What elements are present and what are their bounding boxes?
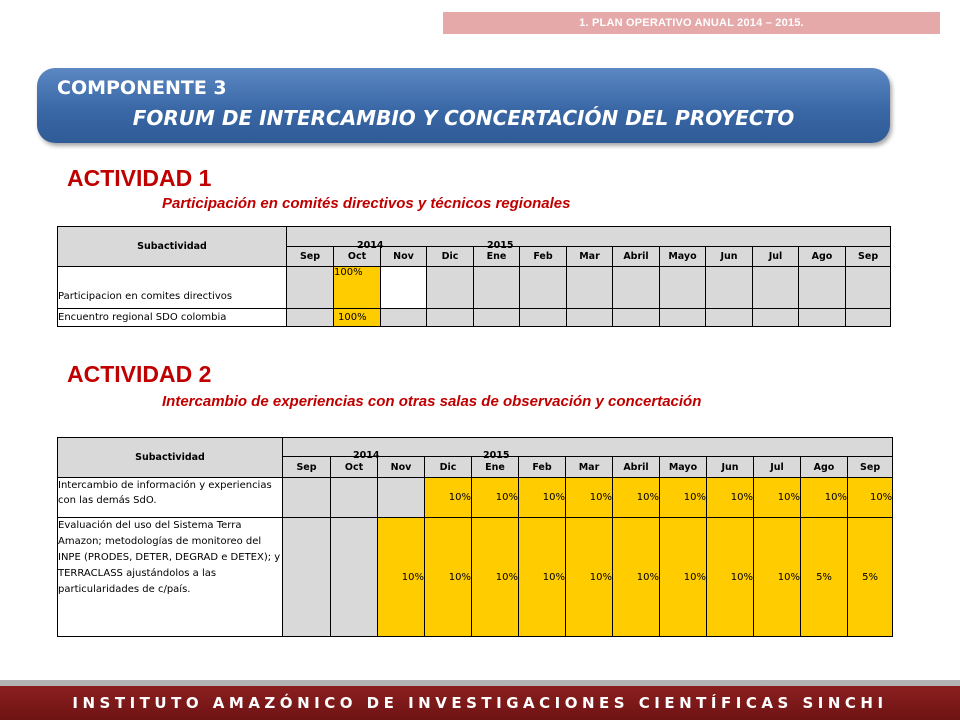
cell: [520, 267, 567, 309]
cell: 10%: [566, 478, 613, 518]
year-2015: 2015: [483, 450, 510, 461]
month-header: Oct: [331, 457, 378, 478]
component-subtitle: FORUM DE INTERCAMBIO Y CONCERTACIÓN DEL PROYECTO: [132, 106, 795, 130]
activity-2-table: [57, 437, 893, 637]
cell: [567, 309, 613, 327]
cell: 100%: [334, 309, 381, 327]
table-row: [58, 518, 893, 637]
cell: [567, 267, 613, 309]
cell: [753, 309, 799, 327]
cell: 10%: [566, 518, 613, 637]
cell: [613, 267, 660, 309]
cell: [706, 267, 753, 309]
month-header: Mar: [567, 247, 613, 267]
month-header: Abril: [613, 457, 660, 478]
cell: [427, 309, 474, 327]
activity-1-subtitle: Participación en comités directivos y técnicos regionales: [162, 195, 571, 212]
subactividad-header: Subactividad: [58, 227, 287, 267]
institute-name: INSTITUTO AMAZÓNICO DE INVESTIGACIONES CIENTÍFICAS SINCHI: [72, 694, 888, 712]
cell: [331, 478, 378, 518]
month-header: Mar: [566, 457, 613, 478]
cell: 10%: [425, 518, 472, 637]
year-2014: 2014: [353, 450, 380, 461]
cell: [799, 267, 846, 309]
cell: 10%: [660, 518, 707, 637]
plan-banner: 1. PLAN OPERATIVO ANUAL 2014 – 2015.: [443, 12, 940, 34]
month-header: Nov: [378, 457, 425, 478]
month-header: Jul: [754, 457, 801, 478]
footer-bar: [0, 686, 960, 720]
month-header: Feb: [519, 457, 566, 478]
month-header: Mayo: [660, 457, 707, 478]
cell: 10%: [472, 518, 519, 637]
month-header: Ago: [801, 457, 848, 478]
table-row: [58, 309, 891, 327]
row-label: Intercambio de información y experiencias con las demás SdO.: [58, 478, 283, 518]
row-label: Evaluación del uso del Sistema Terra Amazon; metodologías de monitoreo del INPE (PRODES, DETER, DEGRAD e DETEX); y TERRACLASS ajustándolos a las particularidades de c/país.: [58, 518, 283, 637]
cell: 10%: [707, 478, 754, 518]
cell: [660, 267, 706, 309]
activity-1-heading: ACTIVIDAD 1: [67, 165, 212, 191]
cell: [287, 309, 334, 327]
activity-2-subtitle: Intercambio de experiencias con otras salas de observación y concertación: [162, 393, 702, 410]
year-2014: 2014: [357, 239, 384, 251]
cell: 5%: [848, 518, 893, 637]
month-header: Feb: [520, 247, 567, 267]
cell: [283, 478, 331, 518]
month-header: Sep: [287, 247, 334, 267]
subactividad-header: Subactividad: [58, 438, 283, 478]
table-row: [58, 478, 893, 518]
cell: [753, 267, 799, 309]
cell: 10%: [519, 478, 566, 518]
cell: 10%: [707, 518, 754, 637]
month-header: Jun: [706, 247, 753, 267]
cell: 10%: [754, 478, 801, 518]
cell: [846, 267, 891, 309]
cell: [846, 309, 891, 327]
cell: 10%: [519, 518, 566, 637]
cell: 10%: [848, 478, 893, 518]
month-header: Ene: [474, 247, 520, 267]
month-header: Mayo: [660, 247, 706, 267]
year-header-row: [283, 438, 893, 461]
year-header-row: [287, 227, 891, 251]
cell: [799, 309, 846, 327]
month-header: Jun: [707, 457, 754, 478]
row-label: Encuentro regional SDO colombia: [58, 309, 287, 327]
month-header: Ene: [472, 457, 519, 478]
activity-1-table: [57, 226, 891, 327]
month-header: Oct: [334, 247, 381, 267]
cell: [283, 518, 331, 637]
cell: [381, 309, 427, 327]
cell: [660, 309, 706, 327]
year-2015: 2015: [487, 239, 514, 251]
cell: [613, 309, 660, 327]
month-header: Dic: [425, 457, 472, 478]
month-header: Sep: [846, 247, 891, 267]
table-row: [58, 267, 891, 309]
month-header: Dic: [427, 247, 474, 267]
cell: [706, 309, 753, 327]
month-header: Ago: [799, 247, 846, 267]
cell: [427, 267, 474, 309]
cell: [474, 309, 520, 327]
component-title: COMPONENTE 3: [57, 77, 227, 99]
month-header: Sep: [848, 457, 893, 478]
activity-2-heading: ACTIVIDAD 2: [67, 361, 212, 387]
cell: [331, 518, 378, 637]
cell: 10%: [425, 478, 472, 518]
cell: 10%: [378, 518, 425, 637]
month-header: Abril: [613, 247, 660, 267]
component-box: [37, 68, 890, 143]
cell: 10%: [472, 478, 519, 518]
cell: [378, 478, 425, 518]
cell: 5%: [801, 518, 848, 637]
cell: 10%: [613, 518, 660, 637]
cell: [287, 267, 334, 309]
cell: 10%: [754, 518, 801, 637]
cell: [381, 267, 427, 309]
cell: 10%: [613, 478, 660, 518]
cell: 100%: [334, 267, 381, 309]
cell: 10%: [660, 478, 707, 518]
cell: [520, 309, 567, 327]
row-label: Participacion en comites directivos: [58, 267, 287, 309]
month-header: Jul: [753, 247, 799, 267]
cell: [474, 267, 520, 309]
month-header: Sep: [283, 457, 331, 478]
month-header: Nov: [381, 247, 427, 267]
cell: 10%: [801, 478, 848, 518]
